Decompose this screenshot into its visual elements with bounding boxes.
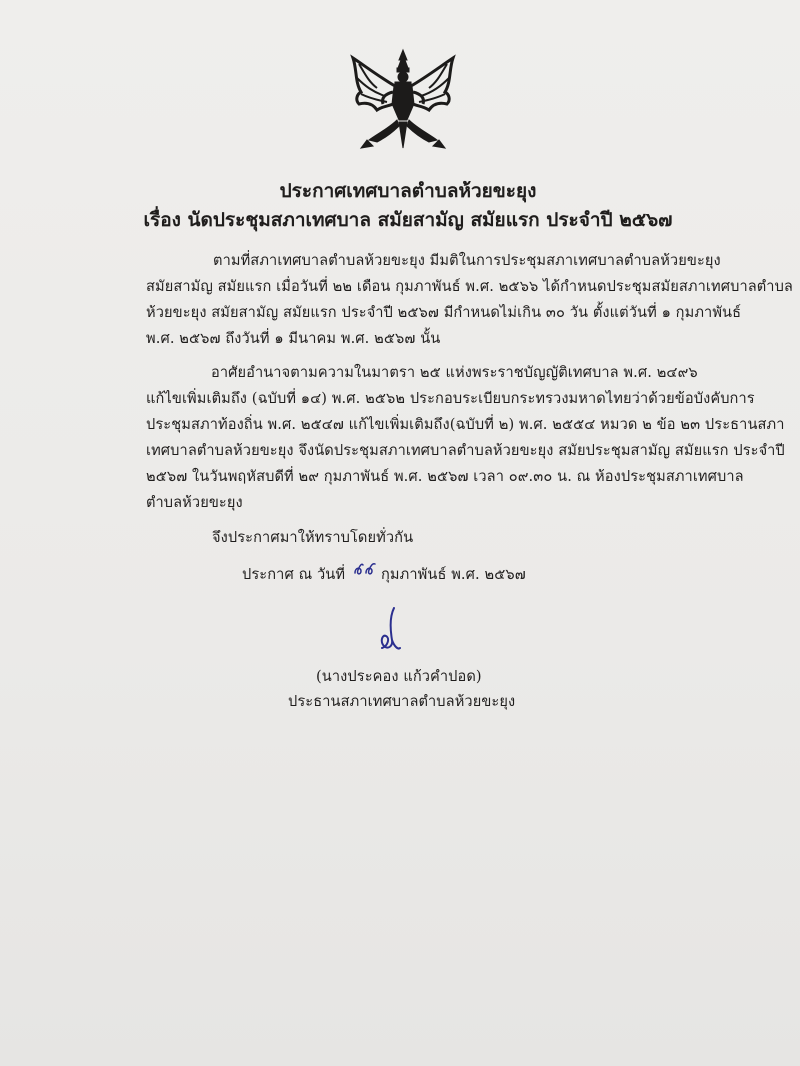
paragraph-2-line-3: ประชุมสภาท้องถิ่น พ.ศ. ๒๕๔๗ แก้ไขเพิ่มเติมถึง(ฉบับที่ ๒) พ.ศ. ๒๕๕๔ หมวด ๒ ข้อ ๒๓ ประธานสภา [146,416,785,433]
paragraph-1-line-1: ตามที่สภาเทศบาลตำบลห้วยขะยุง มีมติในการประชุมสภาเทศบาลตำบลห้วยขะยุง [213,252,721,269]
announcement-date-suffix: กุมภาพันธ์ พ.ศ. ๒๕๖๗ [381,566,526,583]
closing-statement: จึงประกาศมาให้ทราบโดยทั่วกัน [212,529,414,546]
paragraph-2-line-2: แก้ไขเพิ่มเติมถึง (ฉบับที่ ๑๔) พ.ศ. ๒๕๖๒ ประกอบระเบียบกระทรวงมหาดไทยว่าด้วยข้อบังคับการ [146,390,755,407]
signature-icon [368,606,406,654]
signatory-position: ประธานสภาเทศบาลตำบลห้วยขะยุง [288,693,516,710]
handwritten-day-icon [352,561,378,579]
announcement-title: ประกาศเทศบาลตำบลห้วยขะยุง [279,180,537,202]
paragraph-1-line-3: ห้วยขะยุง สมัยสามัญ สมัยแรก ประจำปี ๒๕๖๗ มีกำหนดไม่เกิน ๓๐ วัน ตั้งแต่วันที่ ๑ กุมภาพันธ์ [146,304,742,321]
paragraph-2-line-4: เทศบาลตำบลห้วยขะยุง จึงนัดประชุมสภาเทศบาลตำบลห้วยขะยุง สมัยประชุมสามัญ สมัยแรก ประจำปี [146,442,785,459]
paragraph-1-line-2: สมัยสามัญ สมัยแรก เมื่อวันที่ ๒๒ เดือน กุมภาพันธ์ พ.ศ. ๒๕๖๖ ได้กำหนดประชุมสมัยสภาเทศบาลตำบล [146,278,793,295]
announcement-subject: เรื่อง นัดประชุมสภาเทศบาล สมัยสามัญ สมัยแรก ประจำปี ๒๕๖๗ [143,209,673,231]
paragraph-2-line-6: ตำบลห้วยขะยุง [146,494,243,511]
announcement-date-prefix: ประกาศ ณ วันที่ [242,566,346,583]
paragraph-1-line-4: พ.ศ. ๒๕๖๗ ถึงวันที่ ๑ มีนาคม พ.ศ. ๒๕๖๗ นั้น [146,330,441,347]
paragraph-2-line-5: ๒๕๖๗ ในวันพฤหัสบดีที่ ๒๙ กุมภาพันธ์ พ.ศ. ๒๕๖๗ เวลา ๐๙.๓๐ น. ณ ห้องประชุมสภาเทศบาล [146,468,744,485]
signatory-name: (นางประคอง แก้วคำปอด) [316,668,482,685]
garuda-emblem-icon [347,48,459,152]
paragraph-2-line-1: อาศัยอำนาจตามความในมาตรา ๒๕ แห่งพระราชบัญญัติเทศบาล พ.ศ. ๒๔๙๖ [211,364,698,381]
